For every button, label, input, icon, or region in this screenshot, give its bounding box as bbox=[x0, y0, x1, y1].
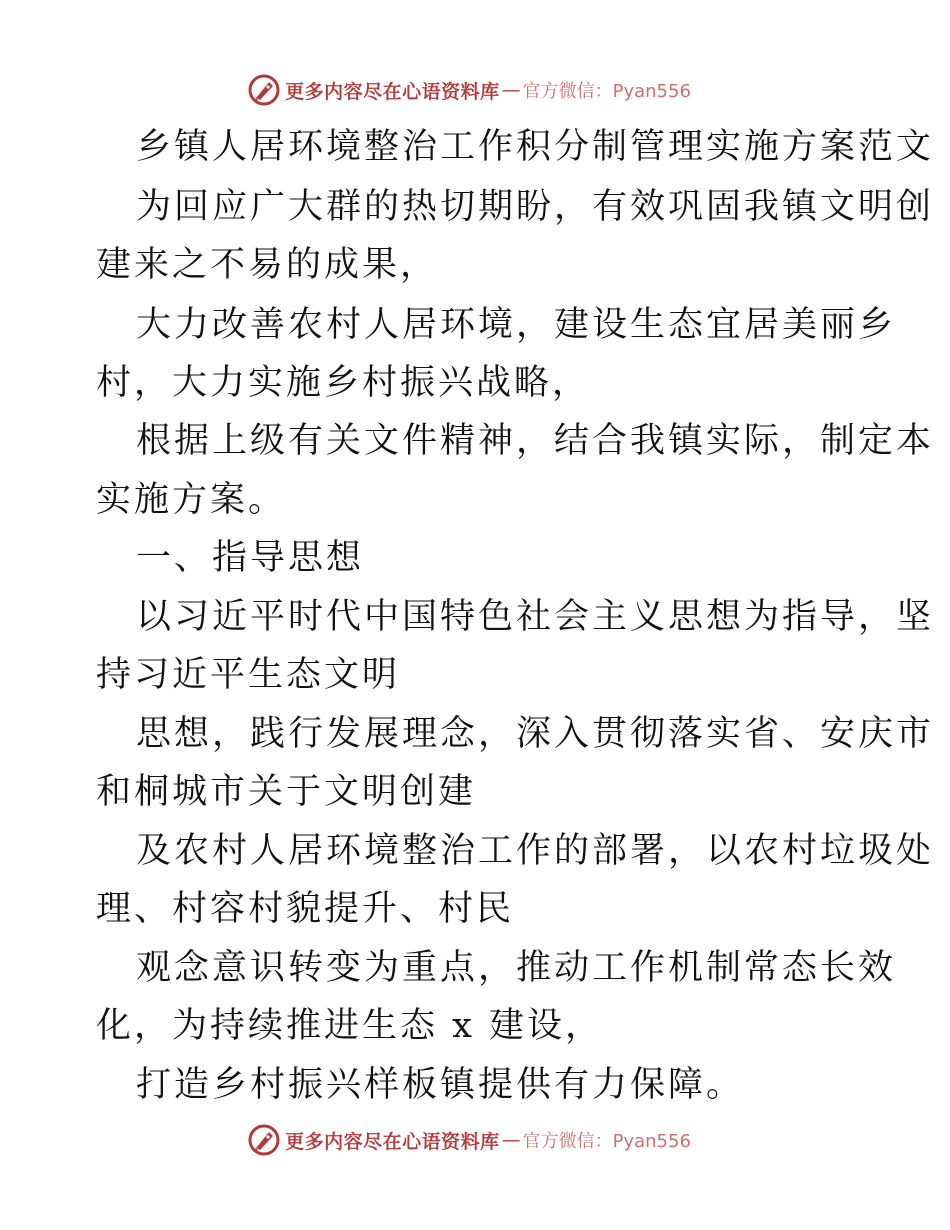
banner-separator: — bbox=[501, 1129, 521, 1151]
paragraph-line: 村，大力实施乡村振兴战略， bbox=[96, 363, 591, 403]
paragraph-line: 观念意识转变为重点，推动工作机制常态长效 bbox=[136, 948, 897, 988]
paragraph-line: 化，为持续推进生态 x 建设， bbox=[96, 1006, 603, 1046]
paragraph-line: 理、村容村貌提升、村民 bbox=[96, 889, 515, 929]
footer-banner bbox=[0, 1120, 950, 1160]
paragraph-line: 建来之不易的成果， bbox=[96, 245, 439, 285]
paragraph-line: 思想，践行发展理念，深入贯彻落实省、安庆市 bbox=[136, 714, 935, 754]
paragraph-line: 大力改善农村人居环境，建设生态宜居美丽乡 bbox=[136, 305, 897, 345]
banner-official-text: 官方微信：Pyan556 bbox=[522, 1131, 691, 1152]
paragraph-line: 以习近平时代中国特色社会主义思想为指导，坚 bbox=[136, 597, 935, 637]
pen-logo-icon bbox=[247, 73, 281, 107]
paragraph-line: 持习近平生态文明 bbox=[96, 655, 401, 695]
paragraph-line: 为回应广大群的热切期盼，有效巩固我镇文明创 bbox=[136, 187, 935, 227]
header-banner bbox=[0, 70, 950, 110]
paragraph-line: 和桐城市关于文明创建 bbox=[96, 772, 477, 812]
section-heading: 一、指导思想 bbox=[136, 538, 365, 578]
banner-site-text: 更多内容尽在心语资料库 bbox=[285, 80, 500, 103]
paragraph-line: 打造乡村振兴样板镇提供有力保障。 bbox=[136, 1065, 745, 1105]
banner-official-text: 官方微信：Pyan556 bbox=[522, 81, 691, 102]
banner-site-text: 更多内容尽在心语资料库 bbox=[285, 1130, 500, 1153]
pen-logo-icon bbox=[247, 1123, 281, 1157]
paragraph-line: 及农村人居环境整治工作的部署，以农村垃圾处 bbox=[136, 831, 935, 871]
document-title: 乡镇人居环境整治工作积分制管理实施方案范文 bbox=[136, 127, 935, 167]
banner-separator: — bbox=[501, 79, 521, 101]
paragraph-line: 根据上级有关文件精神，结合我镇实际，制定本 bbox=[136, 421, 935, 461]
paragraph-line: 实施方案。 bbox=[96, 480, 287, 520]
